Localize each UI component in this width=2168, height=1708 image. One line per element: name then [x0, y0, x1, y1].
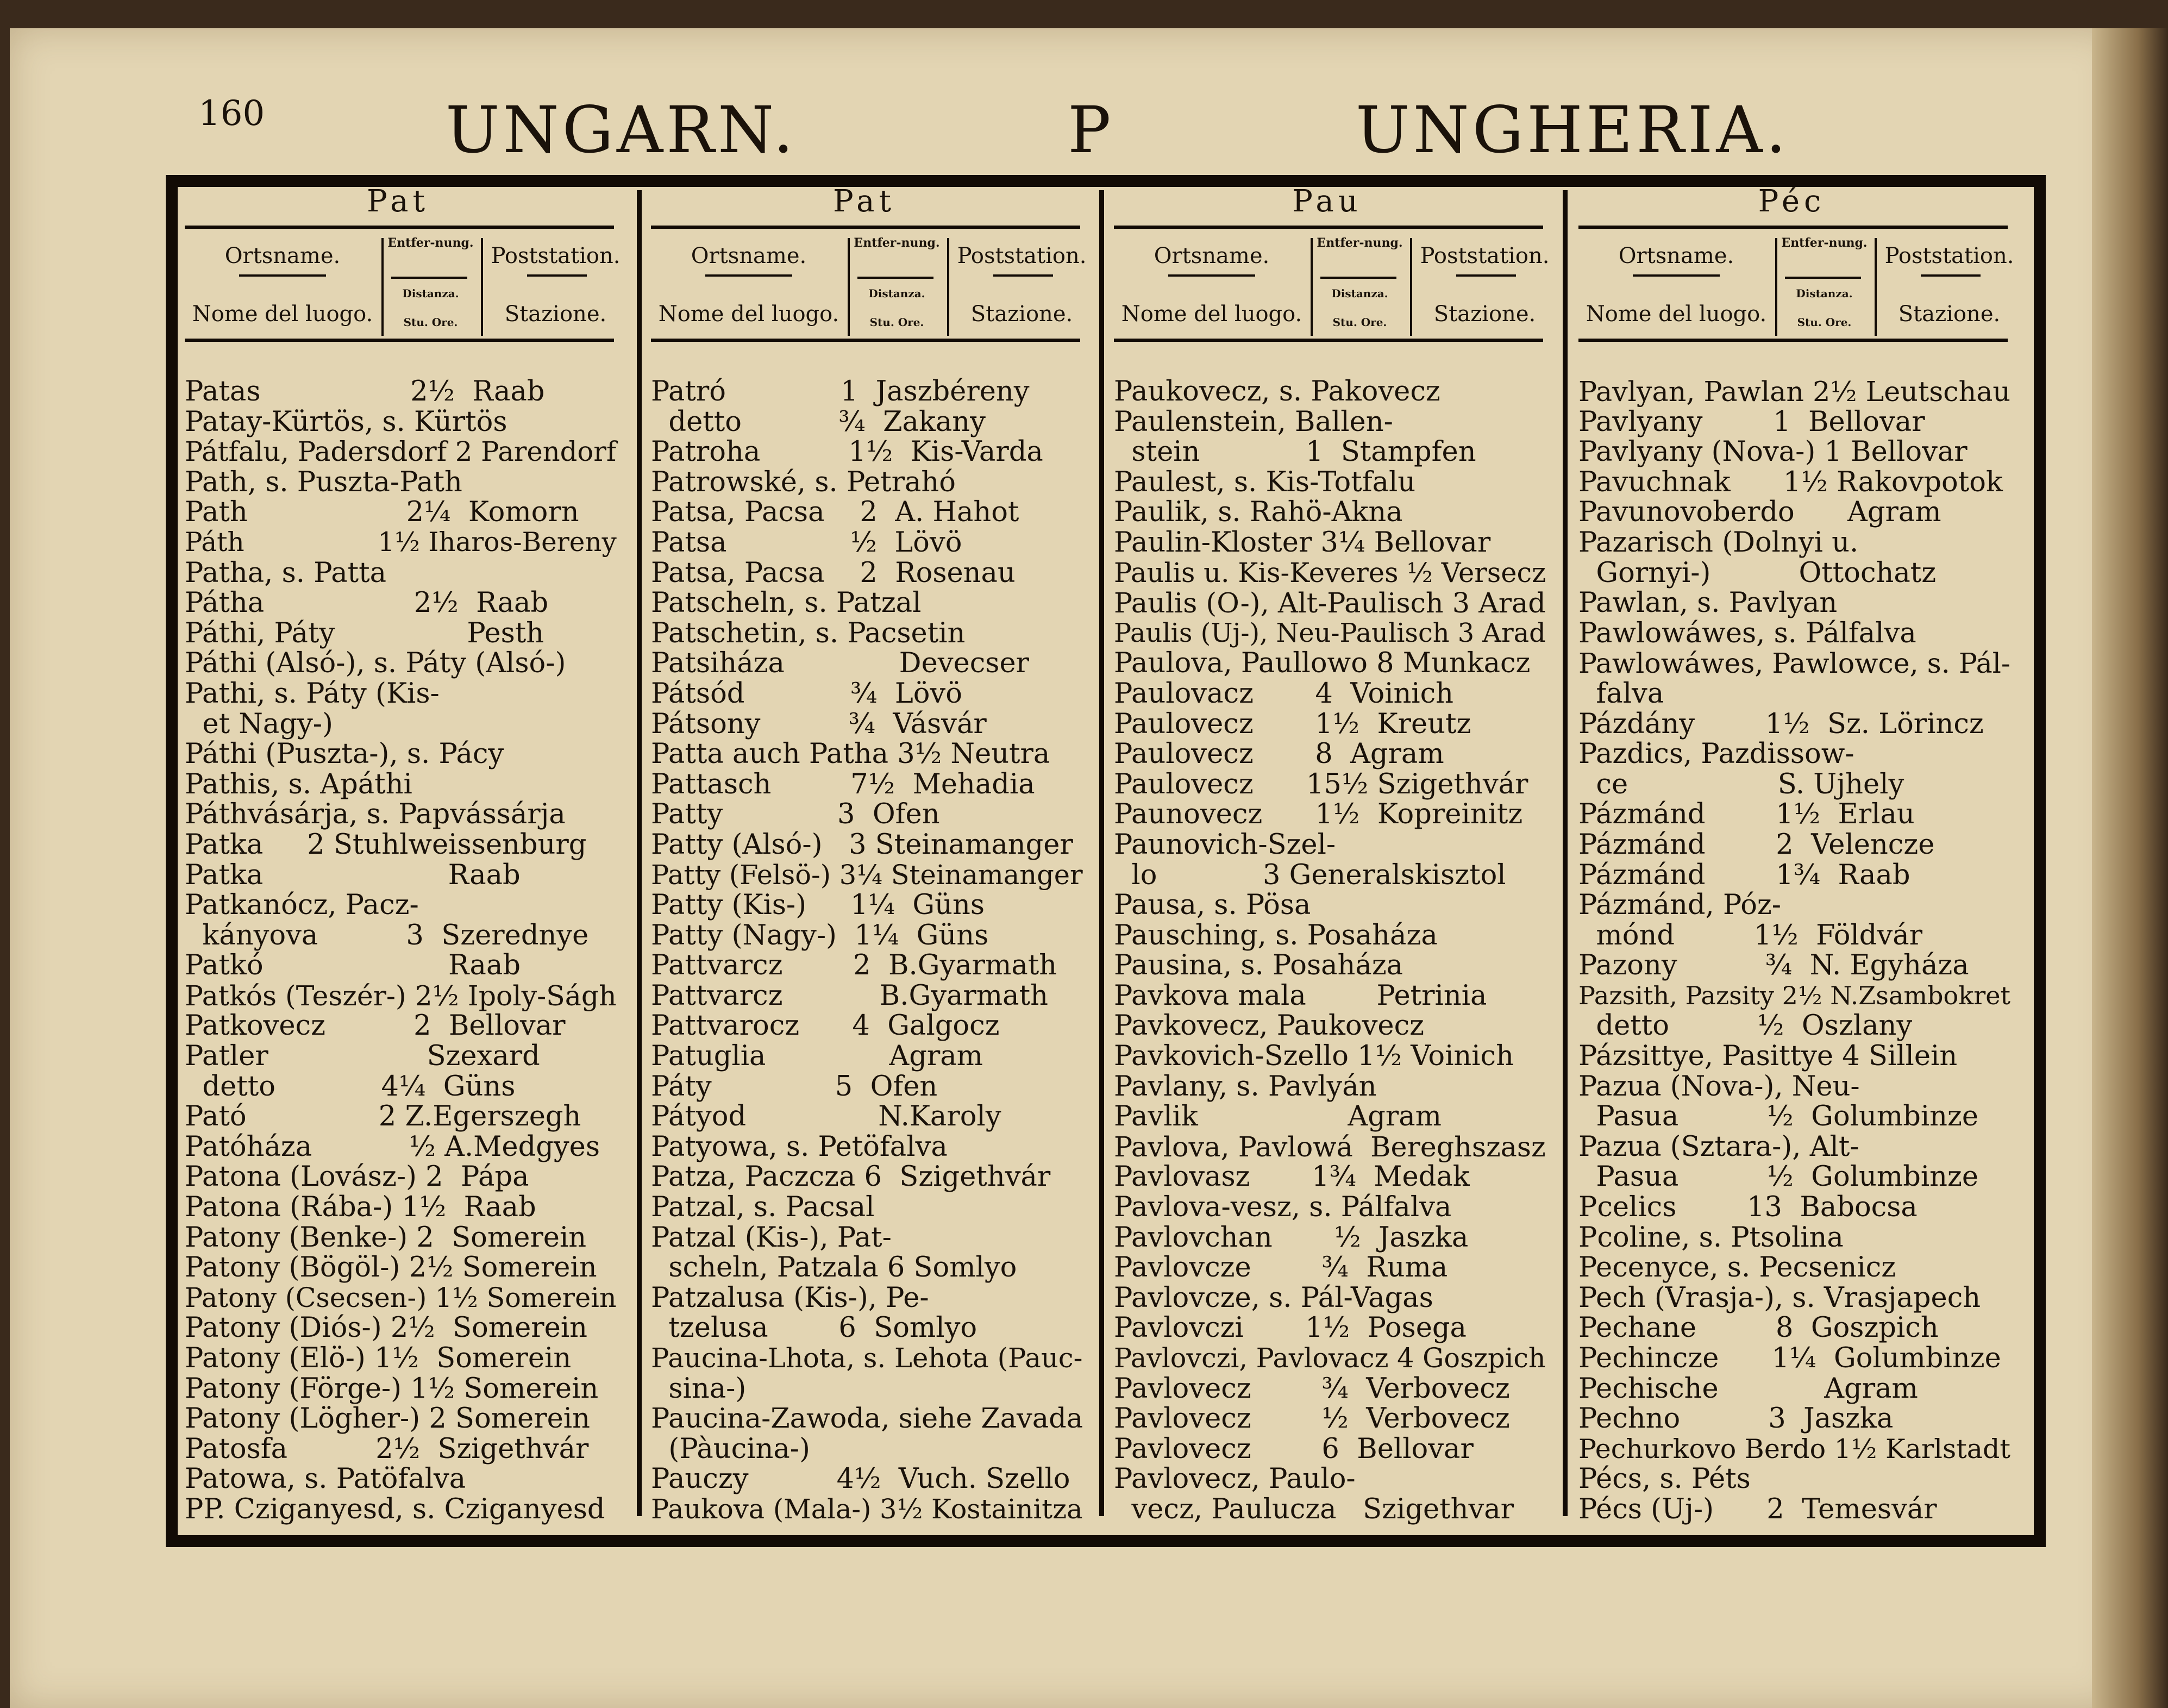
- entry-list: [651, 377, 1083, 1525]
- entry-row: Pavlovecz, Paulo-: [1114, 1463, 1356, 1496]
- column-title: Pau: [1292, 184, 1362, 219]
- entry-row: Pavlova, Pavlowá Bereghszasz: [1114, 1130, 1546, 1163]
- entry-list: [185, 377, 617, 1525]
- header-distanza: Distanza.: [1331, 287, 1388, 300]
- entry-row: Pázdány 1½ Sz. Lörincz: [1578, 708, 1984, 740]
- header-distanza: Distanza.: [402, 287, 459, 300]
- header-rule: [239, 274, 326, 277]
- header-stu-ore: Stu. Ore.: [1797, 316, 1852, 329]
- entry-row: Pavkovich-Szello 1½ Voinich: [1114, 1040, 1514, 1073]
- entry-row: Pavkovecz, Paukovecz: [1114, 1010, 1425, 1042]
- entry-row: Path 2¼ Komorn: [185, 496, 579, 529]
- entry-row: Paulovacz 4 Voinich: [1114, 677, 1454, 710]
- header-rule: [1114, 339, 1543, 342]
- header-rule: [705, 274, 792, 277]
- entry-row: Pátfalu, Padersdorf 2 Parendorf: [185, 436, 617, 468]
- entry-row: detto ½ Oszlany: [1578, 1010, 1913, 1042]
- entry-row: Patona (Rába-) 1½ Raab: [185, 1191, 536, 1224]
- entry-row: Patsa, Pacsa 2 Rosenau: [651, 556, 1016, 589]
- entry-row: Pécs (Uj-) 2 Temesvár: [1578, 1493, 1937, 1525]
- header-rule: [1456, 274, 1516, 277]
- entry-row: scheln, Patzala 6 Somlyo: [651, 1252, 1017, 1284]
- entry-row: Patzal (Kis-), Pat-: [651, 1221, 892, 1254]
- entry-row: Páthvásárja, s. Papvássárja: [185, 798, 566, 831]
- entry-row: Pauczy 4½ Vuch. Szello: [651, 1463, 1070, 1496]
- entry-row: Pathis, s. Apáthi: [185, 768, 412, 800]
- entry-row: Pavlik Agram: [1114, 1100, 1442, 1133]
- entry-row: Pattvarocz 4 Galgocz: [651, 1010, 1000, 1042]
- entry-row: Patscheln, s. Patzal: [651, 587, 922, 620]
- entry-row: Pechno 3 Jaszka: [1578, 1403, 1894, 1435]
- entry-row: Patuglia Agram: [651, 1040, 983, 1073]
- entry-row: Patrowské, s. Petrahó: [651, 466, 956, 498]
- entry-row: Pasua ½ Golumbinze: [1578, 1161, 1979, 1193]
- entry-row: Paulis (O-), Alt-Paulisch 3 Arad: [1114, 587, 1546, 620]
- header-stazione: Stazione.: [970, 302, 1073, 327]
- header-ortsname: Ortsname.: [1618, 243, 1734, 268]
- table-column: [1098, 181, 1557, 1525]
- entry-row: Patsa, Pacsa 2 A. Hahot: [651, 496, 1019, 529]
- entry-row: Páty 5 Ofen: [651, 1070, 938, 1103]
- entry-row: sina-): [651, 1372, 747, 1405]
- entry-row: Paukova (Mala-) 3½ Kostainitza: [651, 1493, 1083, 1525]
- header-rule: [993, 274, 1053, 277]
- entry-row: Pavlovczi 1½ Posega: [1114, 1312, 1467, 1344]
- entry-row: detto ¾ Zakany: [651, 405, 986, 438]
- header-rule: [185, 339, 614, 342]
- entry-row: Pavlovasz 1¾ Medak: [1114, 1161, 1470, 1193]
- entry-row: Pavlyany (Nova-) 1 Bellovar: [1578, 436, 1968, 468]
- entry-row: Pazua (Sztara-), Alt-: [1578, 1130, 1859, 1163]
- entry-row: Pausching, s. Posaháza: [1114, 919, 1438, 952]
- entry-row: Pátsony ¾ Vásvár: [651, 708, 987, 740]
- header-rule: [651, 339, 1080, 342]
- entry-row: Patzalusa (Kis-), Pe-: [651, 1281, 929, 1314]
- entry-row: Pawlowáwes, s. Pálfalva: [1578, 617, 1916, 649]
- table-column: [168, 181, 628, 1525]
- entry-row: Pecenyce, s. Pecsenicz: [1578, 1252, 1896, 1284]
- entry-row: Pavkova mala Petrinia: [1114, 979, 1487, 1012]
- entry-row: Pcoline, s. Ptsolina: [1578, 1221, 1844, 1254]
- entry-row: Patty 3 Ofen: [651, 798, 940, 831]
- table-column: [635, 181, 1094, 1525]
- entry-row: vecz, Paulucza Szigethvar: [1114, 1493, 1514, 1525]
- header-nome: Nome del luogo.: [1121, 302, 1302, 327]
- entry-row: lo 3 Generalskisztol: [1114, 859, 1506, 891]
- entry-row: Patas 2½ Raab: [185, 376, 545, 408]
- header-ortsname: Ortsname.: [1154, 243, 1270, 268]
- entry-row: Pavlovecz ¾ Verbovecz: [1114, 1372, 1510, 1405]
- entry-row: Pazarisch (Dolnyi u.: [1578, 526, 1859, 559]
- entry-row: Páthi (Alsó-), s. Páty (Alsó-): [185, 647, 566, 680]
- entry-row: Patowa, s. Patöfalva: [185, 1463, 466, 1496]
- header-rule: [1114, 226, 1543, 229]
- entry-row: Pavlovecz 6 Bellovar: [1114, 1432, 1474, 1465]
- entry-row: Pattasch 7½ Mehadia: [651, 768, 1035, 800]
- header-stazione: Stazione.: [1433, 302, 1536, 327]
- entry-row: Pech (Vrasja-), s. Vrasjapech: [1578, 1281, 1981, 1314]
- entry-row: Patony (Benke-) 2 Somerein: [185, 1221, 587, 1254]
- header-divider: [481, 238, 483, 336]
- entry-row: Patony (Förge-) 1½ Somerein: [185, 1372, 599, 1405]
- entry-row: Pázmánd 2 Velencze: [1578, 828, 1935, 861]
- entry-row: Páth 1½ Iharos-Bereny: [185, 527, 617, 558]
- entry-row: Gornyi-) Ottochatz: [1578, 556, 1937, 589]
- entry-row: Pécs, s. Péts: [1578, 1463, 1751, 1496]
- entry-row: Pátsód ¾ Lövö: [651, 677, 962, 710]
- entry-row: Patkós (Teszér-) 2½ Ipoly-Ságh: [185, 979, 617, 1012]
- entry-row: Pavlovchan ½ Jaszka: [1114, 1221, 1469, 1254]
- entry-row: Patka Raab: [185, 859, 521, 891]
- header-divider: [947, 238, 949, 336]
- entry-row: Pavlany, s. Pavlyán: [1114, 1070, 1377, 1103]
- entry-row: Patkanócz, Pacz-: [185, 889, 419, 922]
- title-letter: P: [1068, 92, 1114, 167]
- header-rule: [1921, 274, 1981, 277]
- header-distanza: Distanza.: [1796, 287, 1853, 300]
- page-number: 160: [198, 93, 265, 134]
- column-title: Pat: [832, 184, 896, 219]
- entry-row: Patony (Elö-) 1½ Somerein: [185, 1342, 572, 1374]
- entry-row: Pechane 8 Goszpich: [1578, 1312, 1939, 1344]
- entry-row: et Nagy-): [185, 708, 333, 740]
- entry-row: Pazsith, Pazsity 2½ N.Zsambokret: [1578, 980, 2010, 1010]
- entry-row: Pavlyany 1 Bellovar: [1578, 405, 1925, 438]
- entry-row: Pázsittye, Pasittye 4 Sillein: [1578, 1040, 1958, 1073]
- entry-row: Paulovecz 1½ Kreutz: [1114, 708, 1471, 740]
- header-ortsname: Ortsname.: [224, 243, 341, 268]
- entry-row: Pavlovcze ¾ Ruma: [1114, 1252, 1448, 1284]
- entry-row: Paucina-Zawoda, siehe Zavada: [651, 1403, 1083, 1435]
- title-left: UNGARN.: [446, 92, 797, 167]
- header-rule: [527, 274, 587, 277]
- entry-list: [1114, 377, 1546, 1525]
- header-entfernung: Entfer-nung.: [387, 236, 474, 250]
- entry-row: Pazdics, Pazdissow-: [1578, 738, 1854, 771]
- header-divider: [1410, 238, 1412, 336]
- entry-row: tzelusa 6 Somlyo: [651, 1312, 978, 1344]
- entry-row: Pavlyan, Pawlan 2½ Leutschau: [1578, 376, 2011, 408]
- header-rule: [1578, 226, 2008, 229]
- entry-row: Paulenstein, Ballen-: [1114, 405, 1393, 438]
- entry-row: Patty (Kis-) 1¼ Güns: [651, 889, 985, 922]
- entry-row: Pázmánd, Póz-: [1578, 889, 1782, 922]
- header-distanza: Distanza.: [868, 287, 925, 300]
- header-stazione: Stazione.: [1898, 302, 2001, 327]
- header-nome: Nome del luogo.: [192, 302, 373, 327]
- entry-row: Patony (Lögher-) 2 Somerein: [185, 1403, 590, 1435]
- entry-row: Pázmánd 1½ Erlau: [1578, 798, 1915, 831]
- entry-row: Paulova, Paullowo 8 Munkacz: [1114, 647, 1531, 680]
- entry-row: Pasua ½ Golumbinze: [1578, 1100, 1979, 1133]
- entry-row: Paulis (Uj-), Neu-Paulisch 3 Arad: [1114, 618, 1546, 648]
- header-rule: [651, 226, 1080, 229]
- header-poststation: Poststation.: [957, 243, 1087, 268]
- entry-row: Patty (Felsö-) 3¼ Steinamanger: [651, 859, 1083, 891]
- title-right: UNGHERIA.: [1356, 92, 1790, 167]
- entry-list: [1578, 377, 2010, 1525]
- header-stazione: Stazione.: [504, 302, 607, 327]
- book-gutter: [2092, 28, 2168, 1708]
- header-nome: Nome del luogo.: [658, 302, 839, 327]
- entry-row: Pavlovcze, s. Pál-Vagas: [1114, 1281, 1433, 1314]
- header-entfernung: Entfer-nung.: [1317, 236, 1403, 250]
- entry-row: Path, s. Puszta-Path: [185, 466, 462, 498]
- entry-row: Patkovecz 2 Bellovar: [185, 1010, 566, 1042]
- entry-row: Patha, s. Patta: [185, 556, 387, 589]
- entry-row: Patosfa 2½ Szigethvár: [185, 1432, 589, 1465]
- header-ortsname: Ortsname.: [691, 243, 807, 268]
- entry-row: Pcelics 13 Babocsa: [1578, 1191, 1918, 1224]
- header-stu-ore: Stu. Ore.: [1332, 316, 1387, 329]
- header-rule: [1785, 277, 1861, 279]
- entry-row: Paulin-Kloster 3¼ Bellovar: [1114, 526, 1491, 559]
- entry-row: Patroha 1½ Kis-Varda: [651, 436, 1043, 468]
- entry-row: Pechische Agram: [1578, 1372, 1918, 1405]
- entry-row: Pechurkovo Berdo 1½ Karlstadt: [1578, 1432, 2011, 1465]
- header-rule: [1320, 277, 1396, 279]
- entry-row: Pavlova-vesz, s. Pálfalva: [1114, 1191, 1452, 1224]
- header-stu-ore: Stu. Ore.: [869, 316, 924, 329]
- entry-row: Pattvarcz 2 B.Gyarmath: [651, 949, 1057, 982]
- entry-row: falva: [1578, 677, 1664, 710]
- header-poststation: Poststation.: [1420, 243, 1550, 268]
- entry-row: Paulovecz 8 Agram: [1114, 738, 1444, 771]
- entry-row: mónd 1½ Földvár: [1578, 919, 1923, 952]
- entry-row: Pechincze 1¼ Golumbinze: [1578, 1342, 2001, 1374]
- entry-row: Pawlan, s. Pavlyan: [1578, 587, 1838, 620]
- entry-row: Patony (Bögöl-) 2½ Somerein: [185, 1252, 597, 1284]
- entry-row: Patró 1 Jaszbéreny: [651, 376, 1030, 408]
- entry-row: Patay-Kürtös, s. Kürtös: [185, 405, 507, 438]
- entry-row: Patsiháza Devecser: [651, 647, 1030, 680]
- entry-row: Pazony ¾ N. Egyháza: [1578, 949, 1969, 982]
- header-poststation: Poststation.: [1884, 243, 2014, 268]
- entry-row: Paulovecz 15½ Szigethvár: [1114, 768, 1528, 800]
- entry-row: Patka 2 Stuhlweissenburg: [185, 828, 587, 861]
- entry-row: Paulis u. Kis-Keveres ½ Versecz: [1114, 556, 1546, 589]
- entry-row: Pausina, s. Posaháza: [1114, 949, 1403, 982]
- header-stu-ore: Stu. Ore.: [403, 316, 458, 329]
- entry-row: Pavlovczi, Pavlovacz 4 Goszpich: [1114, 1342, 1546, 1374]
- entry-row: Patony (Diós-) 2½ Somerein: [185, 1312, 588, 1344]
- header-rule: [391, 277, 467, 279]
- entry-row: Patza, Paczcza 6 Szigethvár: [651, 1161, 1051, 1193]
- header-nome: Nome del luogo.: [1586, 302, 1767, 327]
- entry-row: Patty (Nagy-) 1¼ Güns: [651, 919, 989, 952]
- entry-row: Patsa ½ Lövö: [651, 526, 962, 559]
- entry-row: Paunovich-Szel-: [1114, 828, 1336, 861]
- header-rule: [1633, 274, 1720, 277]
- entry-row: Pavunovoberdo Agram: [1578, 496, 1941, 529]
- entry-row: Patyowa, s. Petöfalva: [651, 1130, 948, 1163]
- entry-row: Pátha 2½ Raab: [185, 587, 549, 620]
- entry-row: stein 1 Stampfen: [1114, 436, 1476, 468]
- entry-row: Páthi (Puszta-), s. Pácy: [185, 738, 504, 771]
- entry-row: Paunovecz 1½ Kopreinitz: [1114, 798, 1523, 831]
- entry-row: Patler Szexard: [185, 1040, 540, 1073]
- column-title: Pat: [366, 184, 430, 219]
- entry-row: (Pàucina-): [651, 1432, 810, 1465]
- column-title: Péc: [1758, 184, 1826, 219]
- entry-row: Patschetin, s. Pacsetin: [651, 617, 966, 649]
- entry-row: Paukovecz, s. Pakovecz: [1114, 376, 1440, 408]
- entry-row: Paucina-Lhota, s. Lehota (Pauc-: [651, 1342, 1083, 1374]
- entry-row: Patta auch Patha 3½ Neutra: [651, 738, 1050, 771]
- entry-row: Patty (Alsó-) 3 Steinamanger: [651, 828, 1073, 861]
- entry-row: Patkó Raab: [185, 949, 521, 982]
- entry-row: Pausa, s. Pösa: [1114, 889, 1311, 922]
- entry-row: detto 4¼ Güns: [185, 1070, 516, 1103]
- entry-row: kányova 3 Szerednye: [185, 919, 589, 952]
- header-poststation: Poststation.: [491, 243, 621, 268]
- entry-row: ce S. Ujhely: [1578, 768, 1904, 800]
- entry-row: PP. Cziganyesd, s. Cziganyesd: [185, 1493, 605, 1525]
- header-rule: [857, 277, 933, 279]
- entry-row: Pavuchnak 1½ Rakovpotok: [1578, 466, 2003, 498]
- entry-row: Paulik, s. Rahö-Akna: [1114, 496, 1403, 529]
- entry-row: Patona (Lovász-) 2 Pápa: [185, 1161, 529, 1193]
- entry-row: Pázmánd 1¾ Raab: [1578, 859, 1910, 891]
- entry-row: Páthi, Páty Pesth: [185, 617, 544, 649]
- entry-row: Patóháza ½ A.Medgyes: [185, 1130, 600, 1163]
- entry-row: Pazua (Nova-), Neu-: [1578, 1070, 1860, 1103]
- entry-row: Pawlowáwes, Pawlowce, s. Pál-: [1578, 647, 2010, 680]
- header-entfernung: Entfer-nung.: [1781, 236, 1868, 250]
- entry-row: Patony (Csecsen-) 1½ Somerein: [185, 1281, 617, 1313]
- entry-row: Paulest, s. Kis-Totfalu: [1114, 466, 1416, 498]
- header-entfernung: Entfer-nung.: [854, 236, 940, 250]
- header-divider: [1875, 238, 1877, 336]
- entry-row: Patzal, s. Pacsal: [651, 1191, 875, 1224]
- entry-row: Pátyod N.Karoly: [651, 1100, 1001, 1133]
- header-rule: [1168, 274, 1255, 277]
- header-rule: [185, 226, 614, 229]
- entry-row: Pató 2 Z.Egerszegh: [185, 1100, 581, 1133]
- header-rule: [1578, 339, 2008, 342]
- entry-row: Pavlovecz ½ Verbovecz: [1114, 1403, 1510, 1435]
- entry-row: Pathi, s. Páty (Kis-: [185, 677, 440, 710]
- table-column: [1562, 181, 2021, 1525]
- entry-row: Pattvarcz B.Gyarmath: [651, 979, 1048, 1012]
